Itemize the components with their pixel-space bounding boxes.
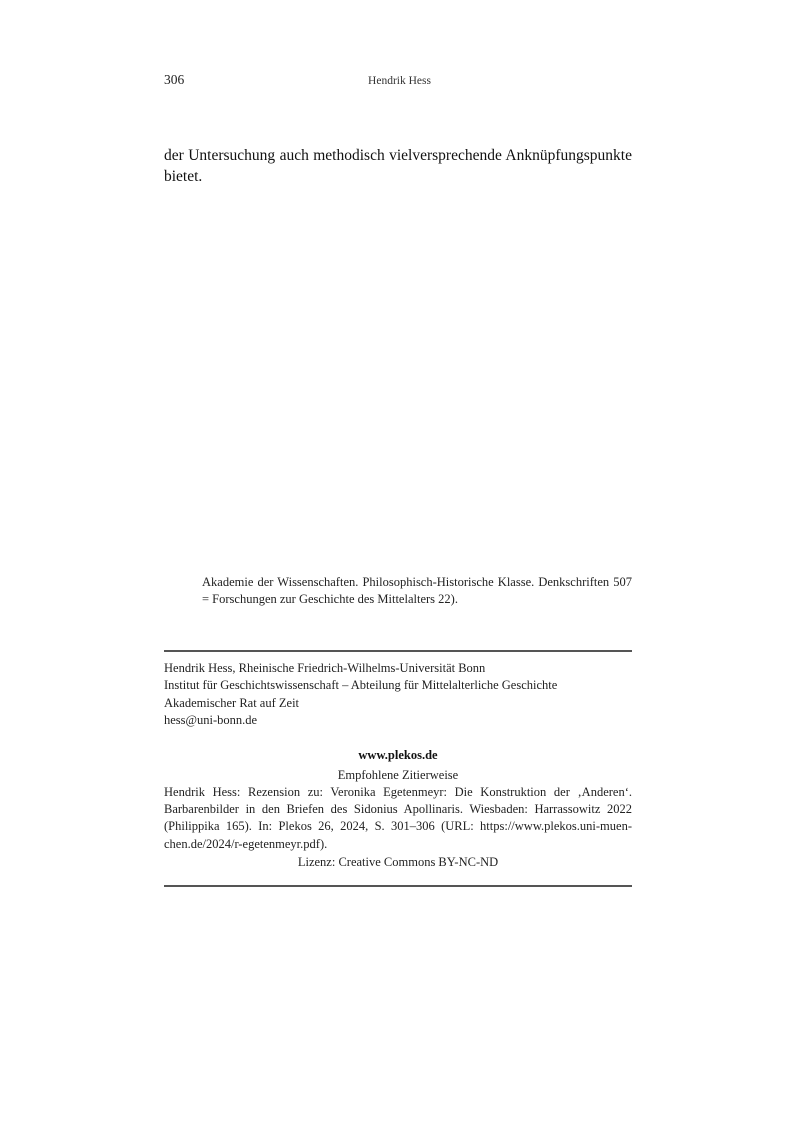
- citation-heading: Empfohlene Zitierweise: [337, 768, 459, 782]
- author-affiliation: Hendrik Hess, Rheinische Friedrich-Wilhelms-Universität Bonn: [164, 661, 486, 675]
- author-position: Akademischer Rat auf Zeit: [164, 695, 300, 710]
- page-number: 306: [164, 72, 185, 87]
- body-text: [164, 145, 632, 187]
- author-institute: Institut für Geschichtswissenschaft – Abteilung für Mittelalterliche Geschichte: [164, 678, 558, 693]
- author-email[interactable]: hess@uni-bonn.de: [164, 712, 258, 727]
- divider-bottom: [164, 885, 632, 887]
- divider-top: [164, 650, 632, 652]
- citation-text: Hendrik Hess: Rezension zu: Veronika Egetenmeyr: Die Konstruktion der ‚Anderen‘. Barbarenbilder in den Briefen des Sidonius Apollinaris. Wiesbaden: Harrassowitz 2022 (Philippika 165). In: Plekos 26, 2024, S. 301–306 (URL: https://www.plekos.uni-muen-chen.de/2024/r-egetenmeyr.pdf).: [164, 785, 632, 851]
- body-paragraph: der Untersuchung auch methodisch vielversprechende Anknüpfungspunkte bietet.: [164, 147, 632, 185]
- site-link[interactable]: www.plekos.de: [358, 748, 438, 762]
- author-info: [164, 660, 634, 729]
- running-head: Hendrik Hess: [368, 75, 431, 87]
- license-text: Lizenz: Creative Commons BY-NC-ND: [297, 855, 499, 869]
- footnote: Akademie der Wissenschaften. Philosophisch-Historische Klasse. Denkschriften 507 = Forschungen zur Geschichte des Mittelalters 22).: [202, 575, 632, 606]
